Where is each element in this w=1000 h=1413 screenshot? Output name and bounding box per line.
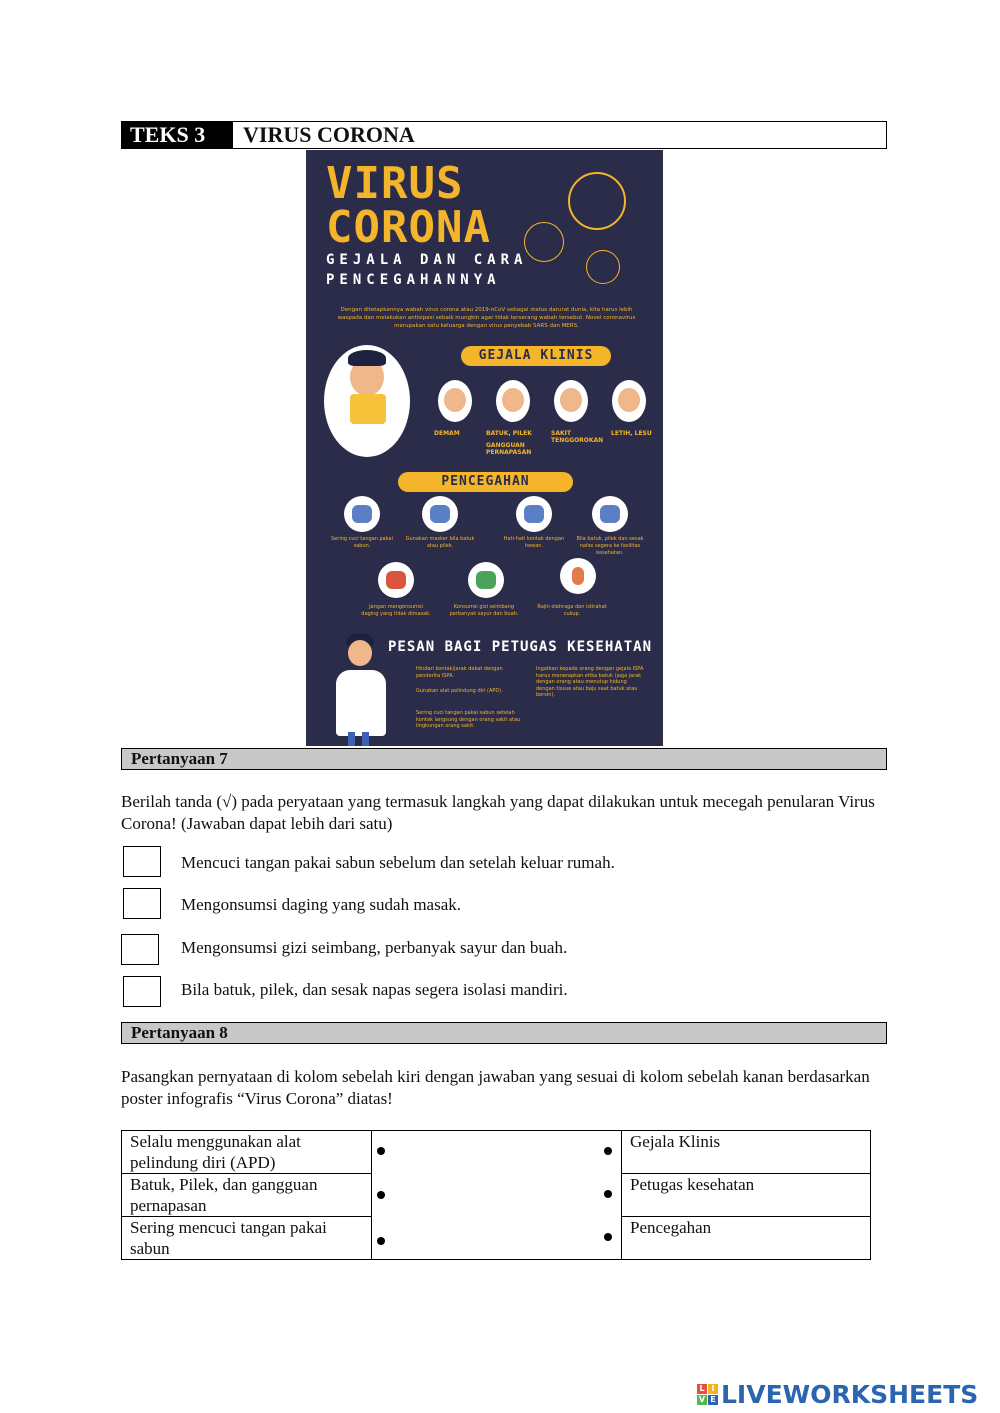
- logo-letter: I: [708, 1384, 718, 1394]
- option-4-text: Bila batuk, pilek, dan sesak napas segera isolasi mandiri.: [181, 980, 568, 999]
- symptom-face: [618, 388, 640, 412]
- doctor-leg: [348, 732, 355, 746]
- symptom-face: [502, 388, 524, 412]
- option-1-checkbox[interactable]: [123, 846, 161, 877]
- option-2-text: Mengonsumsi daging yang sudah masak.: [181, 895, 461, 914]
- right-answer-3: Pencegahan: [622, 1217, 871, 1260]
- question-8-header: Pertanyaan 8: [121, 1022, 887, 1044]
- text-number-label: TEKS 3: [122, 122, 233, 148]
- cough-icon: [592, 496, 628, 532]
- option-4-checkbox[interactable]: [123, 976, 161, 1007]
- symptom-face: [560, 388, 582, 412]
- prevention-label: Rajin olahraga dan istirahat cukup.: [537, 604, 607, 617]
- option-2-checkbox[interactable]: [123, 888, 161, 919]
- text-title: VIRUS CORONA: [243, 122, 415, 147]
- doctor-illustration: [336, 670, 386, 736]
- option-1: [121, 846, 821, 878]
- poster-title: [326, 158, 491, 253]
- option-4: [121, 976, 821, 1008]
- infographic-poster: [306, 150, 663, 746]
- pesan-title: PESAN BAGI PETUGAS KESEHATAN: [388, 639, 653, 655]
- poster-title-line-1: VIRUS: [326, 158, 464, 209]
- symptom-label: SAKIT TENGGOROKAN: [551, 430, 604, 444]
- pesan-item: Sering cuci tangan pakai sabun setelah kontak langsung dengan orang sakit atau lingkungan orang sakit.: [416, 710, 521, 729]
- logo-text: LIVEWORKSHEETS: [721, 1380, 979, 1409]
- liveworksheets-logo: [697, 1380, 978, 1409]
- left-statement-1: Selalu menggunakan alat pelindung diri (APD): [122, 1131, 372, 1174]
- right-dot-2[interactable]: [604, 1190, 612, 1198]
- symptom-label: LETIH, LESU: [611, 430, 652, 437]
- animal-icon: [516, 496, 552, 532]
- vegetables-icon: [468, 562, 504, 598]
- poster-subtitle-line-1: GEJALA DAN CARA: [326, 252, 528, 268]
- sick-person-hair: [348, 350, 386, 366]
- symptom-label: GANGGUAN PERNAPASAN: [486, 442, 532, 456]
- text-header-bar: [121, 121, 887, 149]
- option-3-checkbox[interactable]: [121, 934, 159, 965]
- pencegahan-title: PENCEGAHAN: [398, 472, 573, 492]
- meat-icon: [378, 562, 414, 598]
- mask-icon: [422, 496, 458, 532]
- prevention-label: Konsumsi gizi seimbang perbanyak sayur dan buah.: [449, 604, 519, 617]
- poster-title-line-2: CORONA: [326, 202, 491, 253]
- left-dot-3[interactable]: [377, 1237, 385, 1245]
- prevention-label: Hati-hati kontak dengan hewan.: [503, 536, 565, 549]
- poster-intro: Dengan ditetapkannya wabah virus corona atau 2019-nCoV sebagai status darurat dunia, kita harus lebih waspada dan melakukan antisipasi sebaik mungkin agar tidak terserang wabah tersebut. Novel coronavirus merupakan satu keluarga dengan virus penyebab SARS dan MERS.: [337, 307, 636, 329]
- question-8-instruction: Pasangkan pernyataan di kolom sebelah kiri dengan jawaban yang sesuai di kolom sebelah kanan berdasarkan poster infografis “Virus Corona” diatas!: [121, 1067, 870, 1108]
- virus-icon: [568, 172, 626, 230]
- prevention-label: Bila batuk, pilek dan sesak nafas segera ke fasilitas kesehatan.: [576, 536, 644, 556]
- poster-subtitle: [326, 250, 527, 290]
- right-answer-2: Petugas kesehatan: [622, 1174, 871, 1217]
- option-3: [121, 934, 821, 966]
- table-row: [122, 1131, 871, 1174]
- matching-area: [372, 1131, 622, 1260]
- prevention-label: Gunakan masker bila batuk atau pilek.: [405, 536, 475, 549]
- question-7-header: Pertanyaan 7: [121, 748, 887, 770]
- prevention-label: Sering cuci tangan pakai sabun.: [331, 536, 393, 549]
- symptom-label: DEMAM: [434, 430, 460, 437]
- logo-letter: L: [697, 1384, 707, 1394]
- option-2: [121, 888, 821, 920]
- poster-subtitle-line-2: PENCEGAHANNYA: [326, 272, 501, 288]
- pesan-item: Gunakan alat pelindung diri (APD).: [416, 688, 503, 694]
- logo-letter: E: [708, 1395, 718, 1405]
- left-statement-3: Sering mencuci tangan pakai sabun: [122, 1217, 372, 1260]
- pesan-item: Ingatkan kepada orang dengan gejala ISPA harus menerapkan etika batuk (jaga jarak dengan orang atau menutup hidung dengan tissue atau baju saat batuk atau bersin).: [536, 666, 644, 698]
- right-dot-1[interactable]: [604, 1147, 612, 1155]
- symptom-label: BATUK, PILEK: [486, 430, 532, 437]
- right-answer-1: Gejala Klinis: [622, 1131, 871, 1174]
- left-dot-1[interactable]: [377, 1147, 385, 1155]
- virus-icon: [524, 222, 564, 262]
- symptom-face: [444, 388, 466, 412]
- doctor-leg: [362, 732, 369, 746]
- option-3-text: Mengonsumsi gizi seimbang, perbanyak sayur dan buah.: [181, 938, 568, 957]
- logo-letter: V: [698, 1395, 706, 1404]
- pesan-item: Hindari kontak/jarak dekat dengan penderita ISPA.: [416, 666, 503, 679]
- prevention-label: Jangan mengonsumsi daging yang tidak dimasak.: [361, 604, 431, 617]
- logo-squares-icon: [697, 1384, 718, 1405]
- option-1-text: Mencuci tangan pakai sabun sebelum dan setelah keluar rumah.: [181, 853, 615, 872]
- scarf-icon: [350, 394, 386, 424]
- virus-icon: [586, 250, 620, 284]
- matching-table: [121, 1130, 871, 1260]
- right-dot-3[interactable]: [604, 1233, 612, 1241]
- gejala-title: GEJALA KLINIS: [461, 346, 611, 366]
- doctor-head: [348, 640, 372, 666]
- left-dot-2[interactable]: [377, 1191, 385, 1199]
- running-icon: [560, 558, 596, 594]
- question-7-instruction: Berilah tanda (√) pada peryataan yang termasuk langkah yang dapat dilakukan untuk mecegah penularan Virus Corona! (Jawaban dapat lebih dari satu): [121, 792, 875, 833]
- handwash-icon: [344, 496, 380, 532]
- left-statement-2: Batuk, Pilek, dan gangguan pernapasan: [122, 1174, 372, 1217]
